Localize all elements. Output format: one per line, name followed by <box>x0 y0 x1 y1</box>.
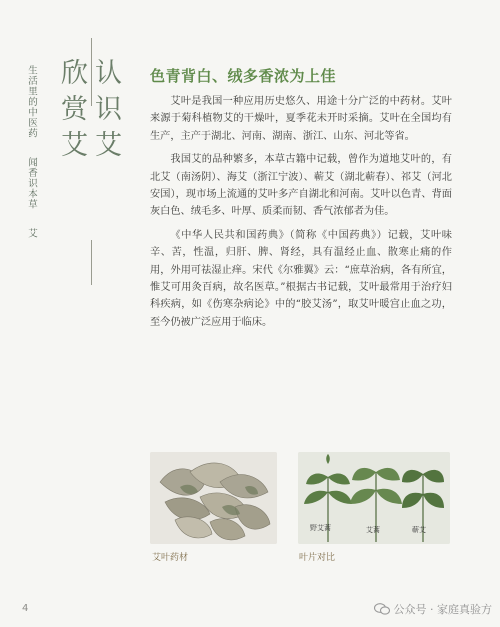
paragraph: 《中华人民共和国药典》（简称《中国药典》）记载，艾叶味辛、苦，性温，归肝、脾、肾经，具有温经止血、散寒止痛的作用，外用可祛湿止痒。宋代《尔雅翼》云：“庶草治病，各有所宜，惟艾可用灸百病，故名医草。”根据古书记载，艾叶最常用于治疗妇科疾病，如《伤寒杂病论》中的“胶艾汤”，取艾叶暖宫止血之功，至今仍被广泛应用于临床。 <box>150 229 452 328</box>
chapter-title-line1: 认识艾 <box>90 58 121 166</box>
paragraph: 我国艾的品种繁多，本草古籍中记载，曾作为道地艾叶的，有北艾（南汤阴）、海艾（浙江宁波）、蕲艾（湖北蕲春）、祁艾（河北安国），现市场上流通的艾叶多产自湖北和河南。艾叶以色青、背面灰白色、绒毛多、叶厚、质柔而韧、香气浓郁者为佳。 <box>150 154 452 218</box>
chapter-title <box>52 58 122 238</box>
section-title: 闻香识本草 <box>26 157 37 210</box>
leaf-label-3: 蕲艾 <box>412 526 426 534</box>
dried-mugwort-photo <box>150 452 277 544</box>
photo1-caption: 艾叶药材 <box>152 553 189 563</box>
section-heading: 色青背白、绒多香浓为上佳 <box>150 67 337 85</box>
leaf-comparison-image <box>298 452 450 544</box>
chapter-title-line2: 欣赏艾 <box>56 58 87 166</box>
leaf-label-1: 野艾蒿 <box>310 524 331 532</box>
dried-leaves-image <box>150 452 277 544</box>
paragraph: 艾叶是我国一种应用历史悠久、用途十分广泛的中药材。艾叶来源于菊科植物艾的干燥叶，夏季花未开时采摘。艾叶在全国均有生产，主产于湖北、河南、湖南、浙江、山东、河北等省。 <box>150 96 452 142</box>
leaf-label-2: 艾蒿 <box>366 526 380 534</box>
watermark-text: 公众号 · 家庭真验方 <box>393 603 492 616</box>
bottom-vertical-rule <box>91 240 92 285</box>
leaf-comparison-photo <box>298 452 450 544</box>
wechat-icon <box>374 603 390 615</box>
photo2-caption: 叶片对比 <box>299 553 336 563</box>
watermark <box>374 601 493 617</box>
body-text <box>150 93 452 337</box>
section-item: 艾 <box>26 228 37 239</box>
series-title: 生活里的中医药 <box>26 65 37 139</box>
running-header <box>22 65 38 239</box>
page-number: 4 <box>22 603 29 614</box>
